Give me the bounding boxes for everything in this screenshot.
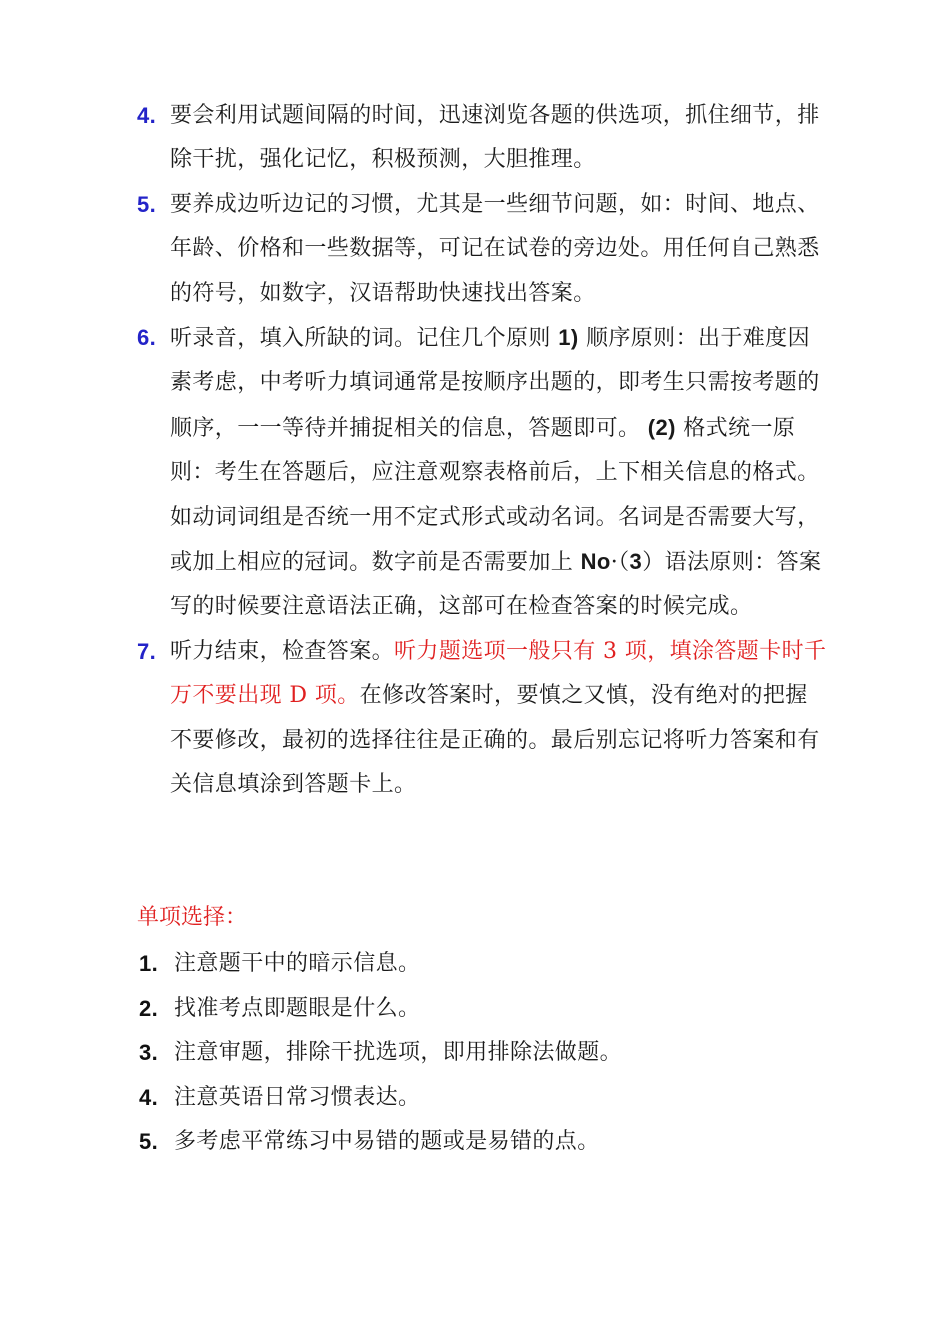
tip-text-part: 听录音，填入所缺的词。记住几个原则 <box>170 326 559 352</box>
item-number: 5. <box>139 1129 159 1154</box>
tip-text: 要会利用试题间隔的时间，迅速浏览各题的供选项，抓住细节，排除干扰，强化记忆，积极预测，大胆推理。 <box>170 103 820 173</box>
tip-item-7 <box>137 630 827 808</box>
list-item <box>137 987 827 1032</box>
list-item <box>137 1031 827 1076</box>
listening-tips-list <box>137 94 827 808</box>
tip-item-6 <box>137 316 827 630</box>
principle-marker: (2) <box>647 414 676 440</box>
principle-marker: 3 <box>629 549 643 575</box>
tip-text-part: 顺序原则：出于难度因素考虑，中考听力填词通常是按顺序出题的，即考生只需按考题的顺序，一一等待并捕捉相关的信息，答题即可。 <box>170 326 820 441</box>
list-item <box>137 942 827 987</box>
tip-number: 6. <box>137 325 157 351</box>
item-text: 注意审题，排除干扰选项，即用排除法做题。 <box>174 1040 623 1065</box>
item-number: 4. <box>139 1084 159 1110</box>
item-number: 1. <box>139 951 159 976</box>
tip-text-part: 听力结束，检查答案。 <box>170 638 395 664</box>
single-choice-list <box>137 942 827 1165</box>
tip-item-5 <box>137 183 827 316</box>
item-text: 找准考点即题眼是什么。 <box>174 995 421 1021</box>
item-number: 3. <box>139 1040 159 1065</box>
tip-number: 4. <box>137 103 157 128</box>
single-choice-title: 单项选择： <box>137 905 248 930</box>
list-item <box>137 1120 827 1165</box>
item-number: 2. <box>139 995 159 1021</box>
tip-item-4 <box>137 94 827 183</box>
principle-marker: 1) <box>558 325 579 351</box>
item-text: 注意英语日常习惯表达。 <box>174 1084 421 1110</box>
tip-number: 7. <box>137 638 157 664</box>
item-text: 多考虑平常练习中易错的题或是易错的点。 <box>174 1129 600 1154</box>
item-text: 注意题干中的暗示信息。 <box>174 951 421 976</box>
tip-number: 5. <box>137 191 157 217</box>
list-item <box>137 1076 827 1121</box>
tip-text: 要养成边听边记的习惯，尤其是一些细节问题，如：时间、地点、年龄、价格和一些数据等，可记在试卷的旁边处。用任何自己熟悉的符号，如数字，汉语帮助快速找出答案。 <box>170 191 820 306</box>
highlight-warning: 听力题选项一般只有 3 项，填涂答题卡时千万不要出现 D 项。 <box>170 638 827 709</box>
tip-text-part: 在修改答案时，要慎之又慎，没有绝对的把握不要修改，最初的选择往往是正确的。最后别忘记将听力答案和有关信息填涂到答题卡上。 <box>170 683 820 798</box>
tip-text-part: ·（ <box>610 550 630 576</box>
no-marker: No <box>580 549 611 575</box>
tip-text-part: 格式统一原则：考生在答题后，应注意观察表格前后，上下相关信息的格式。如动词词组是否统一用不定式形式或动名词。名词是否需要大写，或加上相应的冠词。数字前是否需要加上 <box>170 415 820 576</box>
tip-text-part: ）语法原则：答案写的时候要注意语法正确，这部可在检查答案的时候完成。 <box>170 550 822 620</box>
